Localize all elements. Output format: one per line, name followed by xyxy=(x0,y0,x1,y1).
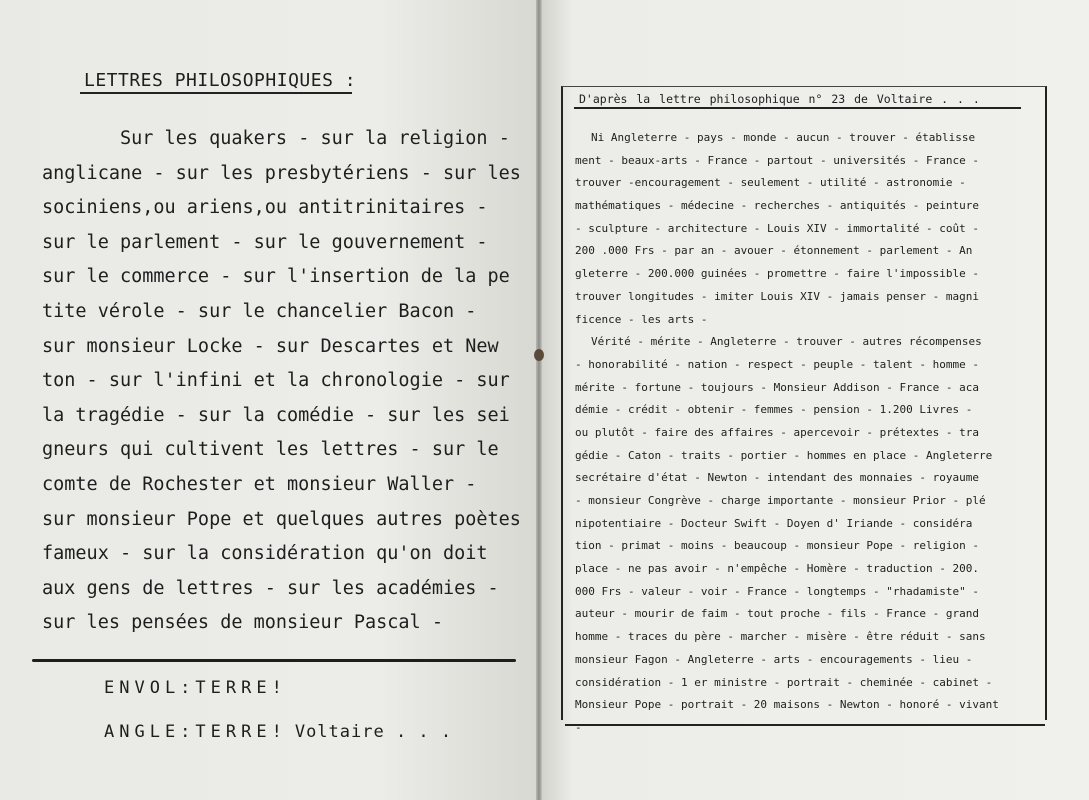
topic-line: sociniens,ou ariens,ou antitrinitaires - xyxy=(42,197,488,219)
keyword-line: gédie - Caton - traits - portier - hommes en place - Angleterre xyxy=(575,448,993,462)
keyword-line: place - ne pas avoir - n'empêche - Homère - traduction - 200. xyxy=(575,562,979,576)
keyword-line: auteur - mourir de faim - tout proche - fils - France - grand xyxy=(575,607,979,621)
keyword-line: considération - 1 er ministre - portrait - cheminée - cabinet - xyxy=(575,675,993,689)
box-title: D'après la lettre philosophique n° 23 de Voltaire . . . xyxy=(579,92,980,106)
keyword-line: ou plutôt - faire des affaires - apercevoir - prétextes - tra xyxy=(575,425,979,439)
keyword-line: - honorabilité - nation - respect - peuple - talent - homme - xyxy=(575,357,979,371)
topic-line: sur monsieur Locke - sur Descartes et New xyxy=(42,335,499,357)
topic-line: aux gens de lettres - sur les académies - xyxy=(42,577,499,599)
keyword-line: ment - beaux-arts - France - partout - universités - France - xyxy=(575,153,979,167)
keyword-line: Vérité - mérite - Angleterre - trouver - autres récompenses xyxy=(591,335,982,349)
keyword-line: homme - traces du père - marcher - misère - être réduit - sans xyxy=(575,630,986,644)
topic-line: gneurs qui cultivent les lettres - sur le xyxy=(42,439,499,461)
keyword-line: 000 Frs - valeur - voir - France - longtemps - "rhadamiste" - xyxy=(575,584,979,598)
topic-line: fameux - sur la considération qu'on doit xyxy=(42,543,488,565)
keyword-line: gleterre - 200.000 guinées - promettre - faire l'impossible - xyxy=(575,267,979,281)
topics-list xyxy=(42,122,522,641)
topic-line: comte de Rochester et monsieur Waller - xyxy=(42,473,477,495)
keyword-line: Monsieur Pope - portrait - 20 maisons - Newton - honoré - vivant xyxy=(575,698,999,712)
topic-line: ton - sur l'infini et la chronologie - sur xyxy=(42,370,510,392)
topic-line: anglicane - sur les presbytériens - sur les xyxy=(42,162,521,184)
keyword-line: trouver -encouragement - seulement - utilité - astronomie - xyxy=(575,176,966,190)
keyword-line: secrétaire d'état - Newton - intendant des monnaies - royaume xyxy=(575,471,979,485)
keyword-line: démie - crédit - obtenir - femmes - pension - 1.200 Livres - xyxy=(575,403,973,417)
motto-text-2: ANGLE:TERRE! xyxy=(104,722,287,742)
keyword-line: mérite - fortune - toujours - Monsieur Addison - France - aca xyxy=(575,380,979,394)
page-title: LETTRES PHILOSOPHIQUES : xyxy=(84,70,357,91)
topic-line: sur le commerce - sur l'insertion de la pe xyxy=(42,266,510,288)
keyword-line: mathématiques - médecine - recherches - antiquités - peinture xyxy=(575,199,979,213)
divider-rule xyxy=(32,659,516,662)
box-title-underline xyxy=(574,107,1021,109)
keyword-line: - xyxy=(575,720,582,734)
motto-line-1 xyxy=(104,678,287,698)
keyword-line: - sculpture - architecture - Louis XIV - immortalité - coût - xyxy=(575,221,979,235)
keyword-line: - monsieur Congrève - charge importante - monsieur Prior - plé xyxy=(575,494,986,507)
book-gutter xyxy=(536,0,542,800)
topic-line: sur le parlement - sur le gouvernement - xyxy=(42,231,488,253)
topic-line: la tragédie - sur la comédie - sur les sei xyxy=(42,404,510,426)
topic-line: sur les pensées de monsieur Pascal - xyxy=(42,612,443,634)
keyword-line: Ni Angleterre - pays - monde - aucun - trouver - établisse xyxy=(591,131,976,144)
motto-text-1: ENVOL:TERRE! xyxy=(104,678,287,698)
keyword-text xyxy=(575,127,1045,740)
motto-author: Voltaire . . . xyxy=(294,722,453,742)
keyword-line: tion - primat - moins - beaucoup - monsieur Pope - religion - xyxy=(575,539,979,553)
keyword-line: nipotentiaire - Docteur Swift - Doyen d' Iriande - considéra xyxy=(575,516,973,530)
binding-staple xyxy=(534,349,544,361)
keyword-line: monsieur Fagon - Angleterre - arts - encouragements - lieu - xyxy=(575,652,973,666)
topic-line: tite vérole - sur le chancelier Bacon - xyxy=(42,300,477,322)
topic-line: sur monsieur Pope et quelques autres poètes xyxy=(42,508,521,530)
keyword-line: ficence - les arts - xyxy=(575,312,708,326)
motto-line-2 xyxy=(104,722,452,742)
title-underline xyxy=(80,92,352,94)
keyword-line: trouver longitudes - imiter Louis XIV - jamais penser - magni xyxy=(575,289,979,303)
keyword-line: 200 .000 Frs - par an - avouer - étonnement - parlement - An xyxy=(575,244,973,258)
topic-line: Sur les quakers - sur la religion - xyxy=(120,128,510,149)
